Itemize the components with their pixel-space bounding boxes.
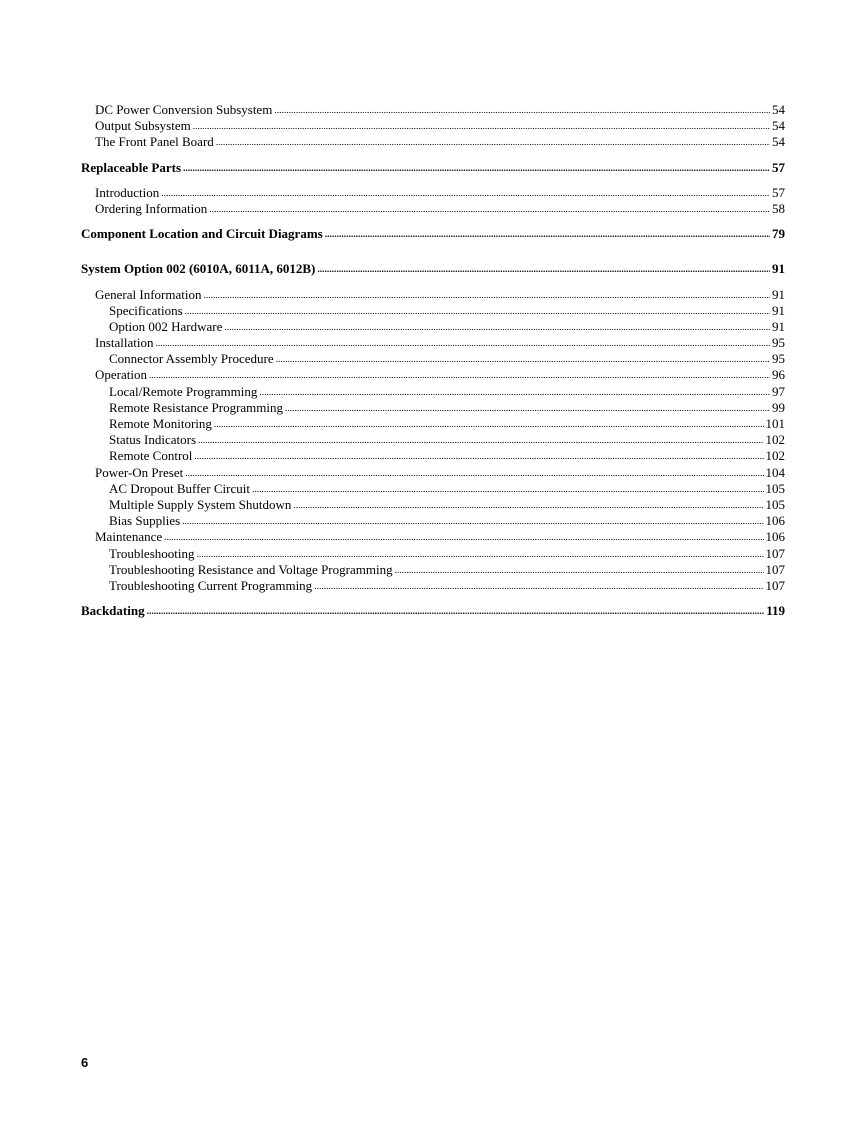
- toc-entry-troubleshooting-current[interactable]: [81, 578, 785, 594]
- dot-leader: [183, 159, 770, 177]
- toc-entry-page: 57: [772, 184, 785, 200]
- toc-entry-connector-assembly[interactable]: [81, 351, 785, 367]
- toc-entry-page: 102: [765, 432, 785, 448]
- toc-entry-specifications[interactable]: [81, 303, 785, 319]
- dot-leader: [209, 200, 770, 218]
- toc-entry-page: 58: [772, 200, 785, 216]
- toc-entry-introduction[interactable]: [81, 185, 785, 201]
- toc-entry-title: Troubleshooting Resistance and Voltage Programming: [109, 561, 393, 577]
- toc-chapter-component-location[interactable]: [81, 226, 785, 242]
- toc-entry-ordering-information[interactable]: [81, 201, 785, 217]
- dot-leader: [317, 260, 770, 278]
- toc-entry-page: 95: [772, 351, 785, 367]
- toc-entry-title: Maintenance: [95, 529, 163, 545]
- toc-entry-ac-dropout-buffer[interactable]: [81, 481, 785, 497]
- toc-entry-page: 105: [765, 496, 785, 512]
- table-of-contents: [81, 102, 785, 619]
- spacer: [81, 242, 785, 261]
- toc-entry-front-panel-board[interactable]: [81, 134, 785, 150]
- toc-entry-multiple-supply-shutdown[interactable]: [81, 497, 785, 513]
- dot-leader: [314, 577, 763, 595]
- toc-chapter-title: Replaceable Parts: [81, 159, 182, 175]
- toc-chapter-title: System Option 002 (6010A, 6011A, 6012B): [81, 261, 316, 277]
- toc-entry-page: 107: [765, 577, 785, 593]
- toc-entry-title: Installation: [95, 335, 154, 351]
- toc-entry-page: 104: [765, 464, 785, 480]
- toc-entry-title: Local/Remote Programming: [109, 383, 258, 399]
- toc-entry-page: 107: [765, 545, 785, 561]
- toc-entry-title: Troubleshooting Current Programming: [109, 577, 313, 593]
- toc-entry-title: Operation: [95, 367, 147, 383]
- toc-entry-title: Remote Monitoring: [109, 416, 212, 431]
- toc-entry-power-on-preset[interactable]: [81, 465, 785, 481]
- toc-entry-page: 106: [765, 529, 785, 545]
- toc-entry-title: General Information: [95, 286, 202, 302]
- toc-entry-page: 97: [772, 383, 785, 399]
- toc-chapter-title: Backdating: [81, 603, 145, 619]
- toc-entry-title: Multiple Supply System Shutdown: [109, 496, 292, 512]
- toc-entry-page: 95: [772, 335, 785, 351]
- toc-entry-remote-control[interactable]: [81, 448, 785, 464]
- toc-entry-troubleshooting[interactable]: [81, 546, 785, 562]
- toc-chapter-page: 57: [772, 159, 785, 175]
- toc-entry-title: Connector Assembly Procedure: [109, 351, 274, 367]
- toc-entry-title: Troubleshooting: [109, 545, 195, 561]
- toc-entry-local-remote-programming[interactable]: [81, 384, 785, 400]
- toc-entry-maintenance[interactable]: [81, 529, 785, 545]
- toc-entry-title: Status Indicators: [109, 432, 197, 448]
- toc-entry-title: AC Dropout Buffer Circuit: [109, 480, 250, 496]
- page-number: 6: [81, 1055, 89, 1070]
- toc-chapter-system-option-002[interactable]: [81, 261, 785, 277]
- toc-chapter-title: Component Location and Circuit Diagrams: [81, 226, 323, 242]
- toc-chapter-replaceable-parts[interactable]: [81, 160, 785, 176]
- toc-entry-page: 54: [772, 118, 785, 134]
- toc-entry-troubleshooting-resistance-voltage[interactable]: [81, 562, 785, 578]
- toc-chapter-page: 79: [772, 226, 785, 242]
- toc-entry-title: Introduction: [95, 184, 160, 200]
- toc-entry-page: 91: [772, 318, 785, 334]
- toc-entry-bias-supplies[interactable]: [81, 513, 785, 529]
- toc-entry-title: DC Power Conversion Subsystem: [95, 102, 273, 117]
- toc-entry-page: 102: [765, 448, 785, 464]
- toc-entry-page: 91: [772, 286, 785, 302]
- toc-entry-installation[interactable]: [81, 335, 785, 351]
- toc-entry-title: Option 002 Hardware: [109, 318, 223, 334]
- toc-entry-page: 54: [772, 102, 785, 117]
- toc-entry-general-information[interactable]: [81, 287, 785, 303]
- dot-leader: [147, 602, 765, 620]
- dot-leader: [325, 225, 770, 243]
- toc-entry-dc-power-conversion[interactable]: [81, 102, 785, 118]
- toc-entry-page: 107: [765, 561, 785, 577]
- toc-entry-page: 106: [765, 513, 785, 529]
- toc-entry-title: Power-On Preset: [95, 464, 184, 480]
- toc-entry-title: Specifications: [109, 302, 183, 318]
- toc-entry-title: Ordering Information: [95, 200, 208, 216]
- toc-entry-remote-resistance-programming[interactable]: [81, 400, 785, 416]
- toc-entry-page: 99: [772, 399, 785, 415]
- toc-entry-remote-monitoring[interactable]: [81, 416, 785, 432]
- toc-chapter-page: 91: [772, 261, 785, 277]
- toc-entry-operation[interactable]: [81, 367, 785, 383]
- toc-entry-page: 96: [772, 367, 785, 383]
- toc-entry-page: 101: [765, 416, 785, 431]
- toc-entry-page: 54: [772, 134, 785, 150]
- toc-entry-page: 91: [772, 302, 785, 318]
- toc-entry-output-subsystem[interactable]: [81, 118, 785, 134]
- toc-chapter-page: 119: [766, 603, 785, 619]
- toc-entry-status-indicators[interactable]: [81, 432, 785, 448]
- toc-entry-title: Bias Supplies: [109, 513, 181, 529]
- dot-leader: [216, 133, 770, 151]
- toc-entry-title: Remote Control: [109, 448, 193, 464]
- toc-entry-page: 105: [765, 480, 785, 496]
- toc-entry-title: Remote Resistance Programming: [109, 399, 284, 415]
- toc-entry-title: The Front Panel Board: [95, 134, 214, 150]
- toc-chapter-backdating[interactable]: [81, 603, 785, 619]
- toc-entry-title: Output Subsystem: [95, 118, 191, 134]
- toc-entry-option-002-hardware[interactable]: [81, 319, 785, 335]
